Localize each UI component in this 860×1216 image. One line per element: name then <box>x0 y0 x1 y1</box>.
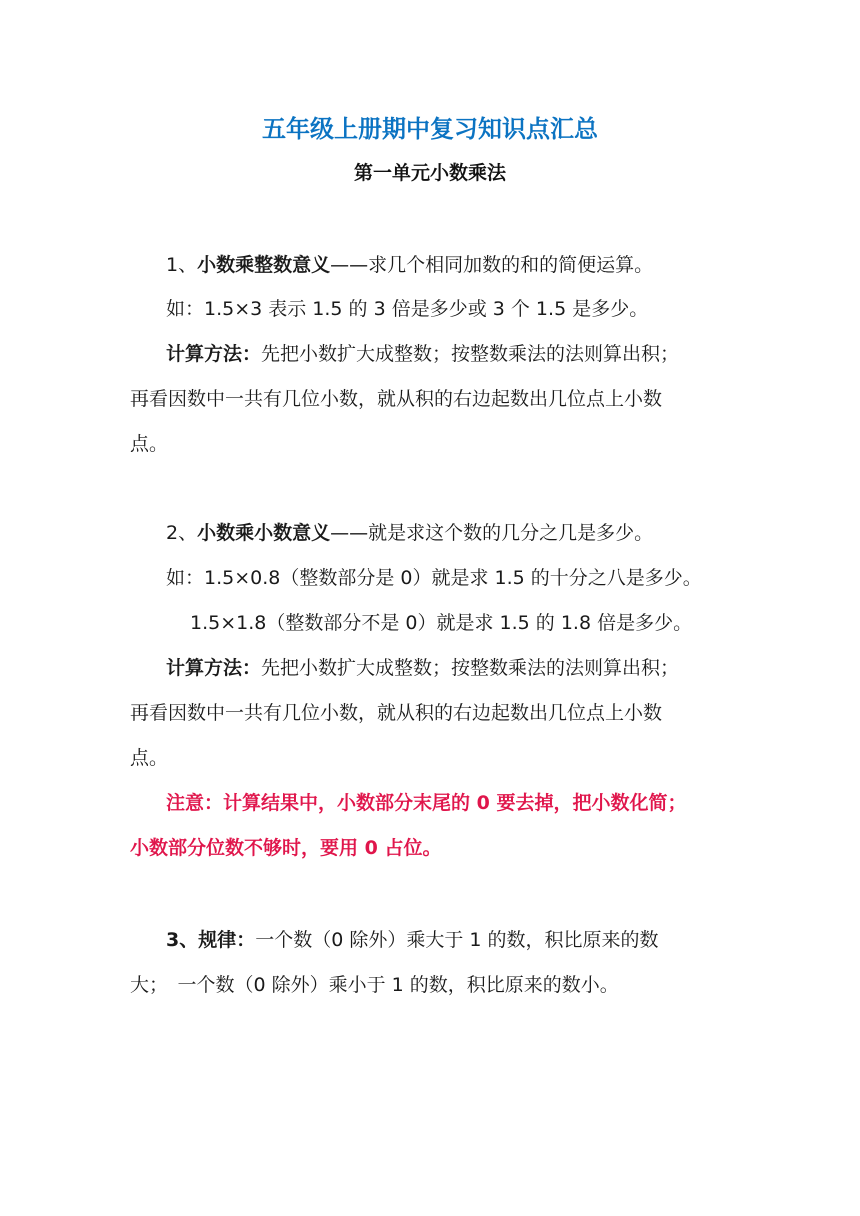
section3-line2: 大； 一个数（0 除外）乘小于 1 的数，积比原来的数小。 <box>130 974 619 996</box>
section1-method-text: 先把小数扩大成整数；按整数乘法的法则算出积； <box>261 343 680 365</box>
section2-note-line2: 小数部分位数不够时，要用 0 占位。 <box>130 837 442 859</box>
section2-method-text: 先把小数扩大成整数；按整数乘法的法则算出积； <box>261 657 680 679</box>
section2-definition: ——就是求这个数的几分之几是多少。 <box>330 522 654 544</box>
unit-heading: 第一单元小数乘法 <box>353 162 506 184</box>
section1-heading <box>166 250 653 280</box>
section1-method-label: 计算方法： <box>166 343 262 365</box>
section2-method <box>166 653 679 683</box>
section1-number: 1、 <box>166 254 198 276</box>
section2-example1: 如：1.5×0.8（整数部分是 0）就是求 1.5 的十分之八是多少。 <box>166 567 702 589</box>
section2-number: 2、 <box>166 522 198 544</box>
section1-definition: ——求几个相同加数的和的简便运算。 <box>330 254 654 276</box>
section2-example2: 1.5×1.8（整数部分不是 0）就是求 1.5 的 1.8 倍是多少。 <box>190 612 693 634</box>
section3-line1: 一个数（0 除外）乘大于 1 的数，积比原来的数 <box>255 929 659 951</box>
section2-heading <box>166 518 653 548</box>
section1-method-line3: 点。 <box>130 433 169 455</box>
section2-note-line1: 注意：计算结果中，小数部分末尾的 0 要去掉，把小数化简； <box>166 792 687 814</box>
section1-term: 小数乘整数意义 <box>197 254 331 276</box>
section3-rule <box>166 925 659 955</box>
section2-method-line3: 点。 <box>130 747 169 769</box>
document-title: 五年级上册期中复习知识点汇总 <box>262 115 598 143</box>
section1-example: 如：1.5×3 表示 1.5 的 3 倍是多少或 3 个 1.5 是多少。 <box>166 298 649 320</box>
section3-label: 3、规律： <box>166 929 256 951</box>
section1-method <box>166 339 679 369</box>
section1-method-line2: 再看因数中一共有几位小数，就从积的右边起数出几位点上小数 <box>130 388 663 410</box>
section2-term: 小数乘小数意义 <box>197 522 331 544</box>
section2-method-label: 计算方法： <box>166 657 262 679</box>
section2-method-line2: 再看因数中一共有几位小数，就从积的右边起数出几位点上小数 <box>130 702 663 724</box>
